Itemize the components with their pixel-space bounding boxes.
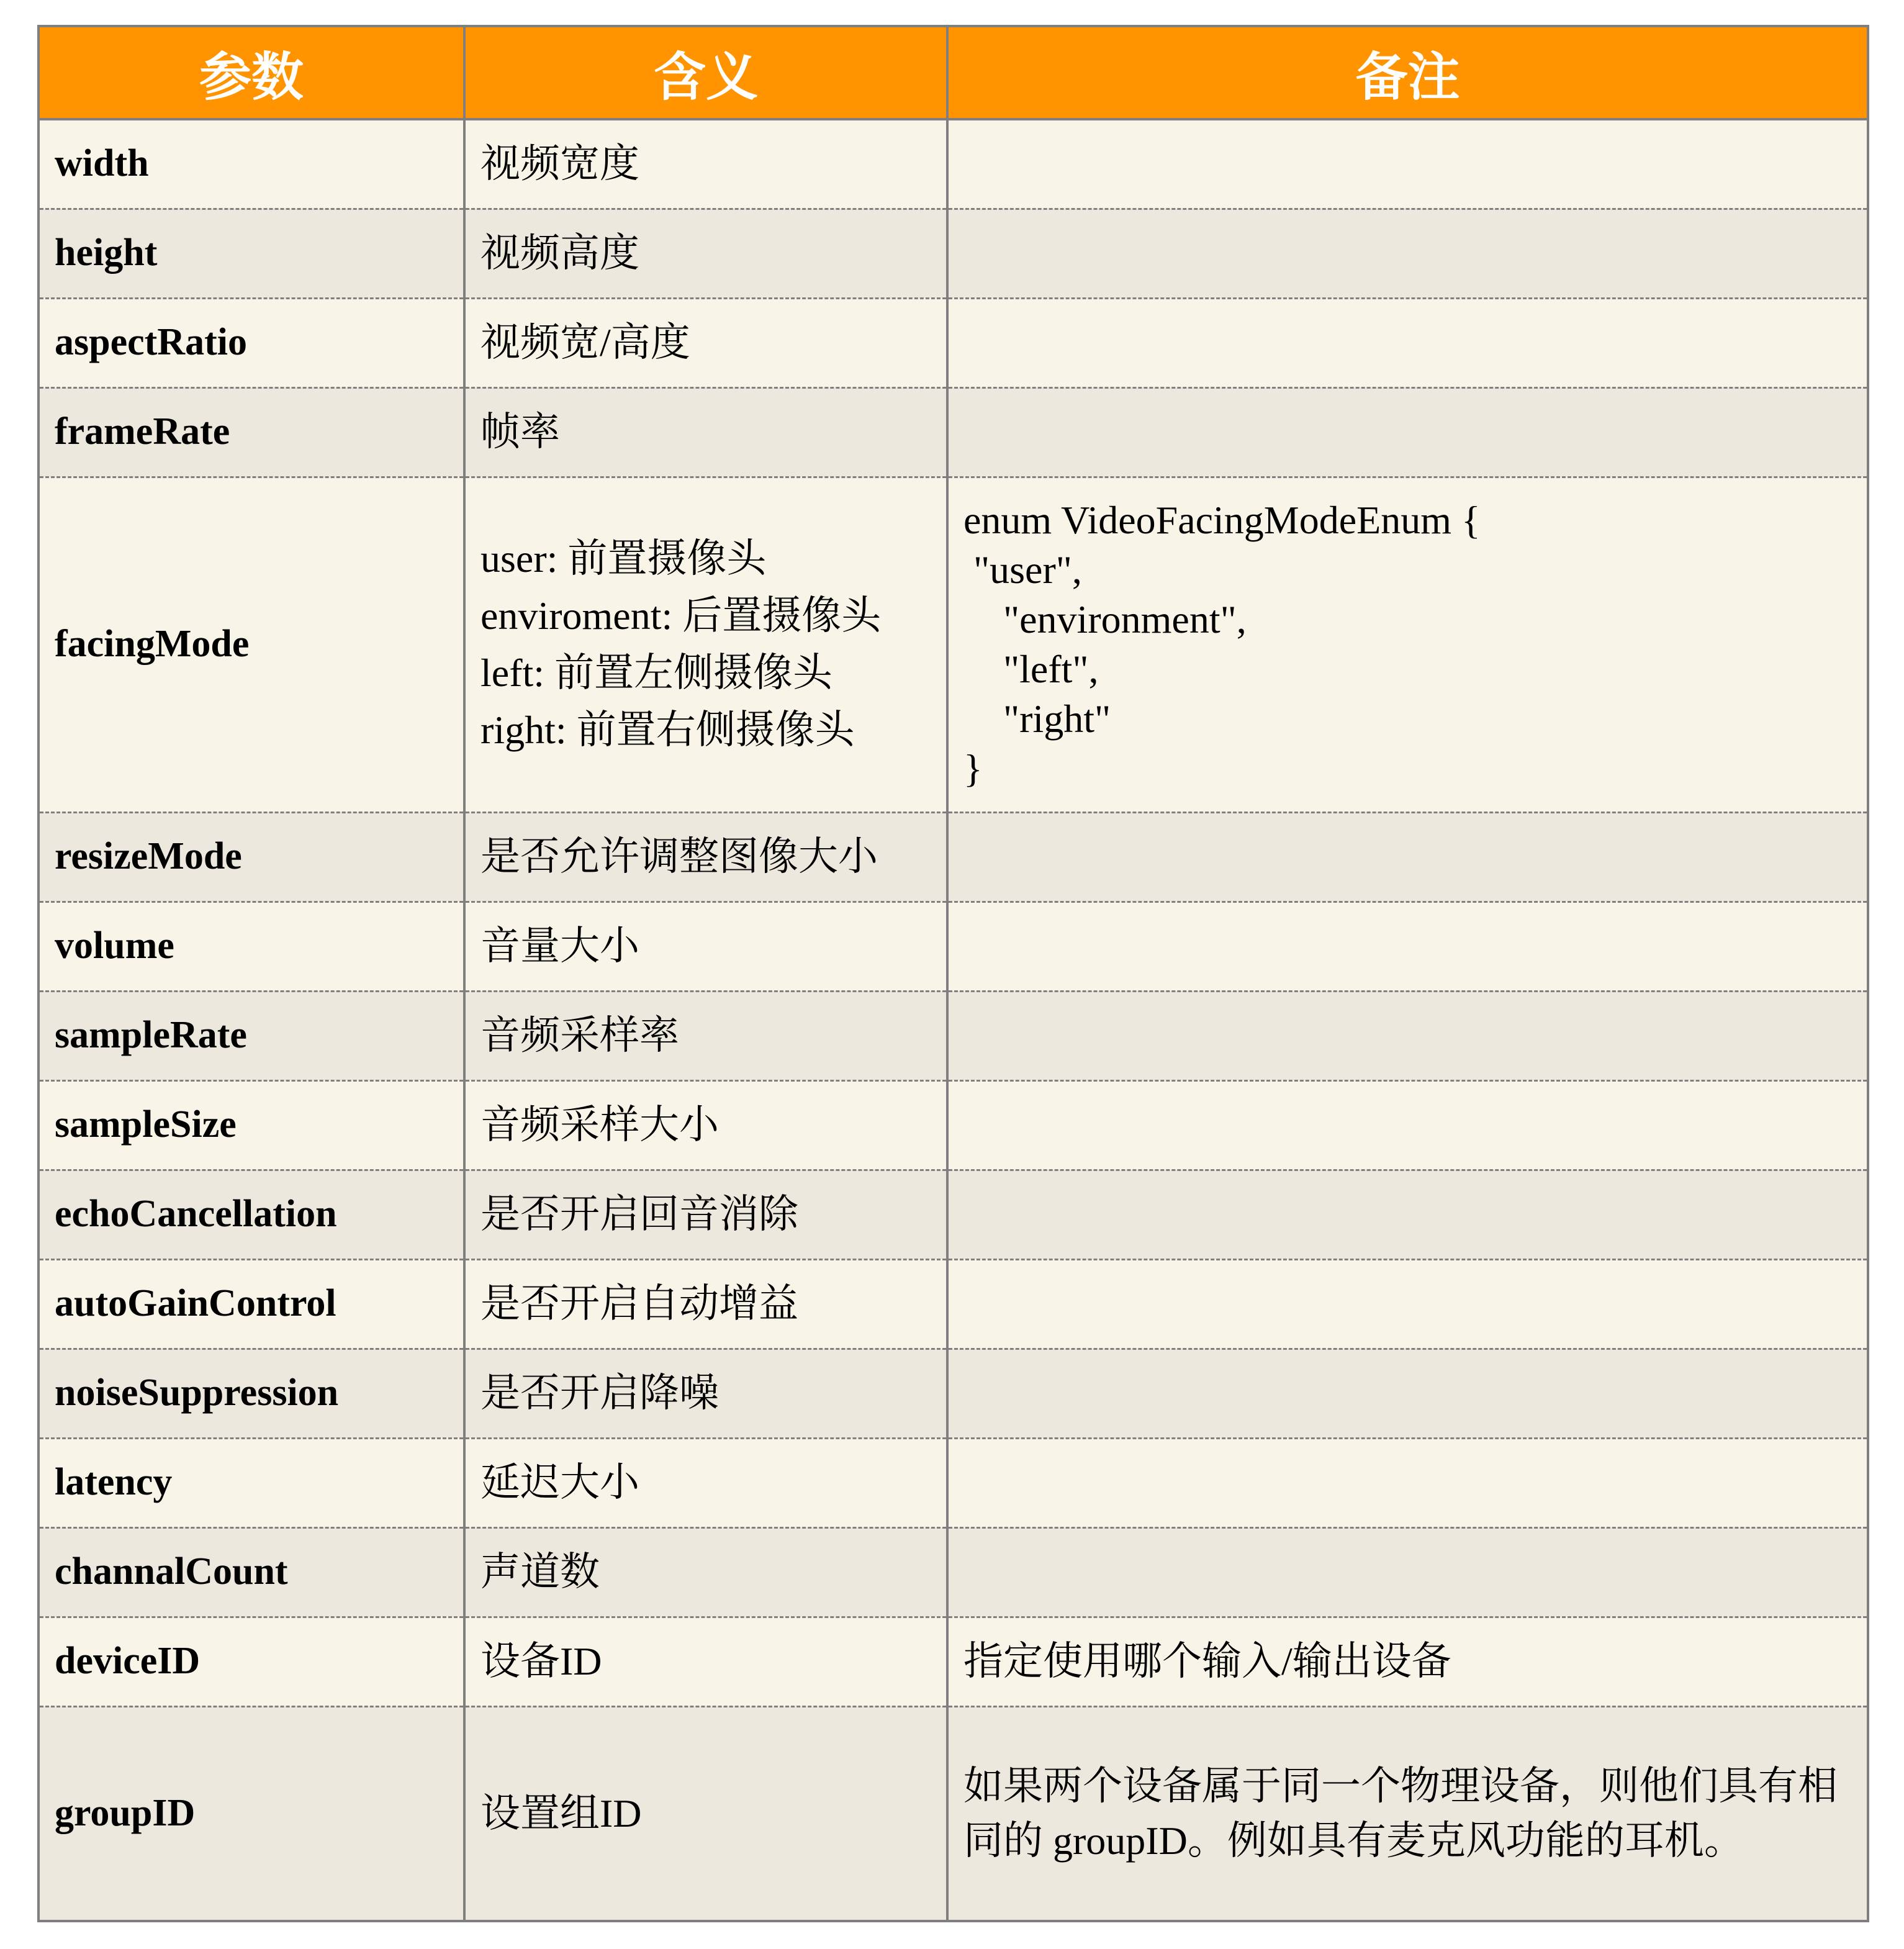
param-meaning: 是否开启自动增益 — [464, 1259, 947, 1349]
param-meaning: 帧率 — [464, 387, 947, 477]
meaning-line: enviroment: 后置摄像头 — [481, 594, 882, 638]
param-note — [947, 1170, 1868, 1259]
param-name: aspectRatio — [38, 298, 464, 387]
param-meaning: 音量大小 — [464, 902, 947, 991]
table-row-width — [38, 119, 1868, 209]
code-line: "right" — [963, 697, 1111, 741]
table-row-aspect-ratio — [38, 298, 1868, 387]
param-name: height — [38, 209, 464, 298]
param-name: autoGainControl — [38, 1259, 464, 1349]
table-row-sample-size — [38, 1080, 1868, 1170]
param-meaning: 延迟大小 — [464, 1438, 947, 1527]
meaning-line: left: 前置左侧摄像头 — [481, 651, 833, 695]
param-name: facingMode — [38, 477, 464, 812]
param-note: 如果两个设备属于同一个物理设备，则他们具有相同的 groupID。例如具有麦克风功能的耳机。 — [947, 1706, 1868, 1921]
param-note — [947, 1080, 1868, 1170]
table-row-frame-rate — [38, 387, 1868, 477]
param-note — [947, 119, 1868, 209]
header-note: 备注 — [947, 26, 1868, 119]
param-note — [947, 991, 1868, 1080]
param-note — [947, 902, 1868, 991]
code-line: "environment", — [963, 597, 1247, 641]
param-meaning: 声道数 — [464, 1527, 947, 1617]
param-meaning: 是否开启回音消除 — [464, 1170, 947, 1259]
table-header-row — [38, 26, 1868, 119]
param-note — [947, 209, 1868, 298]
param-meaning: 设备ID — [464, 1617, 947, 1706]
meaning-line: right: 前置右侧摄像头 — [481, 708, 855, 752]
table-row-resize-mode — [38, 812, 1868, 902]
code-line: } — [963, 746, 983, 790]
param-name: channalCount — [38, 1527, 464, 1617]
table-row-device-id — [38, 1617, 1868, 1706]
header-meaning: 含义 — [464, 26, 947, 119]
table-row-latency — [38, 1438, 1868, 1527]
parameter-table-container — [37, 25, 1867, 1922]
param-name: echoCancellation — [38, 1170, 464, 1259]
param-note — [947, 1259, 1868, 1349]
param-name: sampleSize — [38, 1080, 464, 1170]
param-meaning: 音频采样率 — [464, 991, 947, 1080]
param-meaning: 是否允许调整图像大小 — [464, 812, 947, 902]
param-meaning: 是否开启降噪 — [464, 1349, 947, 1438]
table-row-channal-count — [38, 1527, 1868, 1617]
code-line: "left", — [963, 647, 1099, 691]
param-name: deviceID — [38, 1617, 464, 1706]
param-note — [947, 477, 1868, 812]
param-meaning — [464, 477, 947, 812]
param-meaning: 视频高度 — [464, 209, 947, 298]
table-row-echo-cancellation — [38, 1170, 1868, 1259]
table-row-height — [38, 209, 1868, 298]
table-row-volume — [38, 902, 1868, 991]
meaning-line: user: 前置摄像头 — [481, 536, 767, 581]
header-param: 参数 — [38, 26, 464, 119]
param-note — [947, 812, 1868, 902]
table-row-noise-suppression — [38, 1349, 1868, 1438]
param-name: noiseSuppression — [38, 1349, 464, 1438]
table-row-group-id — [38, 1706, 1868, 1921]
param-note — [947, 1527, 1868, 1617]
code-line: "user", — [963, 548, 1082, 592]
param-note — [947, 298, 1868, 387]
param-note — [947, 1349, 1868, 1438]
param-meaning: 设置组ID — [464, 1706, 947, 1921]
param-name: width — [38, 119, 464, 209]
code-line: enum VideoFacingModeEnum { — [963, 498, 1481, 542]
parameter-table — [37, 25, 1869, 1922]
param-note: 指定使用哪个输入/输出设备 — [947, 1617, 1868, 1706]
param-note — [947, 387, 1868, 477]
param-meaning: 音频采样大小 — [464, 1080, 947, 1170]
param-name: resizeMode — [38, 812, 464, 902]
param-note — [947, 1438, 1868, 1527]
param-name: latency — [38, 1438, 464, 1527]
table-row-facing-mode — [38, 477, 1868, 812]
table-row-sample-rate — [38, 991, 1868, 1080]
param-meaning: 视频宽/高度 — [464, 298, 947, 387]
param-meaning: 视频宽度 — [464, 119, 947, 209]
param-name: volume — [38, 902, 464, 991]
table-row-auto-gain-control — [38, 1259, 1868, 1349]
param-name: frameRate — [38, 387, 464, 477]
param-name: sampleRate — [38, 991, 464, 1080]
param-name: groupID — [38, 1706, 464, 1921]
